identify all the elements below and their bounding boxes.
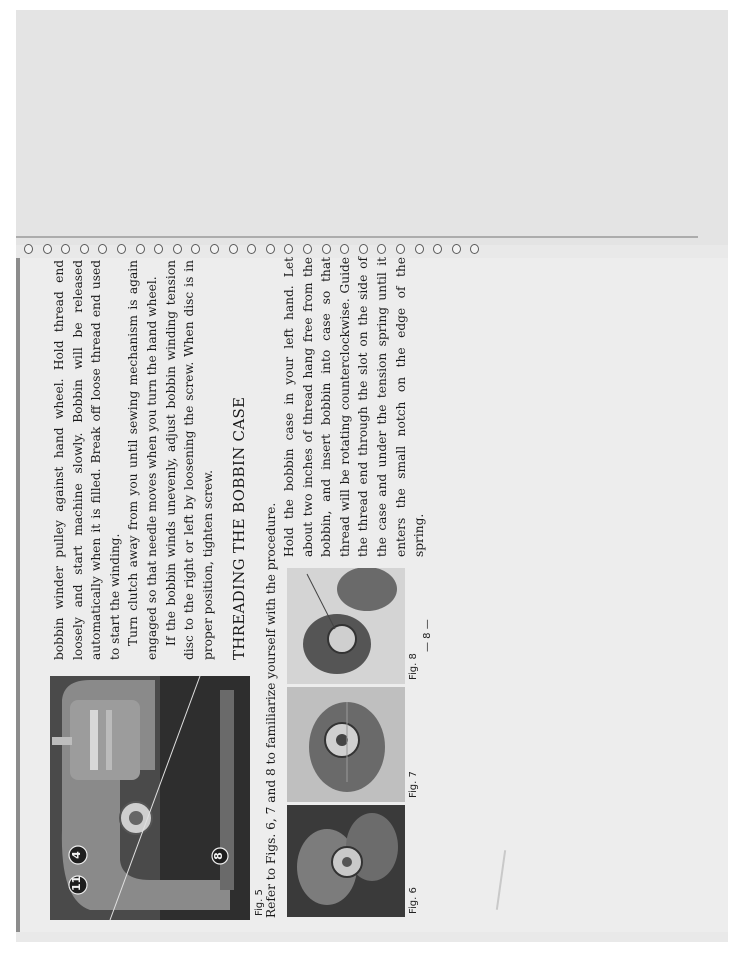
bobbin-winding-instructions xyxy=(50,260,217,660)
page-shadow xyxy=(16,258,20,932)
paragraph-winding: bobbin winder pulley against hand wheel. Hold thread end loosely and start machine slowly. Bobbin will be released automatically when it is filled. Break off loose thread end used to start the winding. xyxy=(52,260,122,660)
callout-8: 8 xyxy=(212,852,225,860)
figure-5-label: Fig. 5 xyxy=(254,889,265,916)
inserting-bobbin-image xyxy=(287,687,405,802)
previous-page-area xyxy=(16,10,728,245)
callout-11: 11 xyxy=(70,875,83,891)
figure-reference: Refer to Figs. 6, 7 and 8 to familiarize yourself with the procedure. xyxy=(264,502,278,918)
paragraph-tension: If the bobbin winds unevenly, adjust bobbin winding tension disc to the right or left by loosening the screw. When disc is in proper position, tighten screw. xyxy=(163,260,215,660)
threading-instructions xyxy=(280,257,429,557)
figure-6-photo xyxy=(287,805,405,917)
binding-hole xyxy=(24,244,33,254)
rotated-page-content xyxy=(42,232,492,922)
figure-7-photo xyxy=(287,687,405,802)
paragraph-clutch: Turn clutch away from you until sewing mechanism is again engaged so that needle moves when you turn the hand wheel. xyxy=(126,260,159,660)
figure-8-label: Fig. 8 xyxy=(408,653,419,680)
figure-6-label: Fig. 6 xyxy=(408,887,419,914)
threading-case-image xyxy=(287,568,405,684)
page-number: — 8 — xyxy=(422,619,433,652)
figure-8-photo xyxy=(287,568,405,684)
figure-5-photo xyxy=(50,676,250,920)
hand-with-bobbin-case-image xyxy=(287,805,405,917)
paragraph-threading: Hold the bobbin case in your left hand. Let about two inches of thread hang free from the bobbin, and insert bobbin into case so that thread will be rotating counterclockwise. Guide the thread end through the slot on the side of the case and under the tension spring until it enters the small notch on the edge of the spring. xyxy=(282,257,427,557)
section-heading: THREADING THE BOBBIN CASE xyxy=(230,396,248,660)
callout-4: 4 xyxy=(70,851,83,859)
figure-7-label: Fig. 7 xyxy=(408,771,419,798)
